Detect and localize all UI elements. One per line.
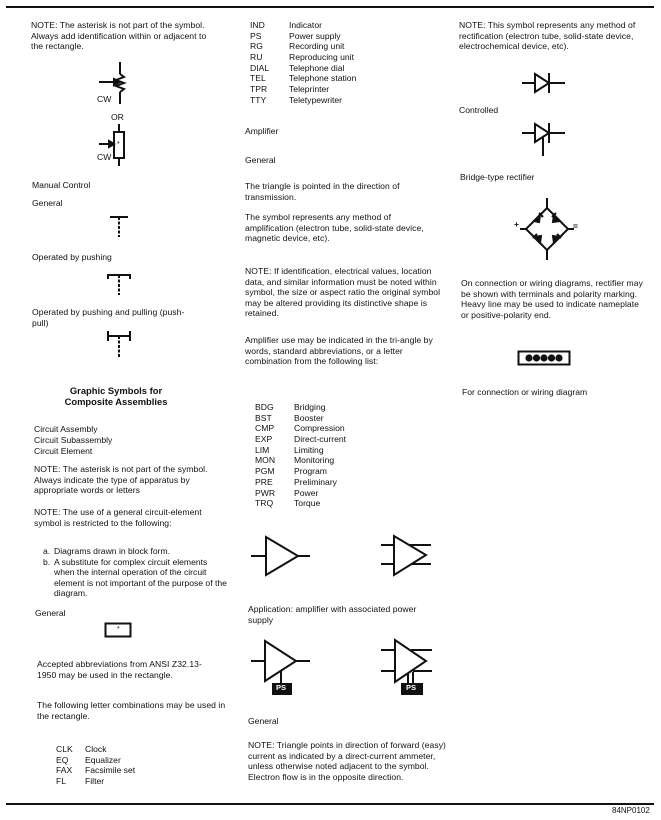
abbr-meaning: Power supply [289, 30, 341, 41]
general-label-amp-2: General [248, 716, 279, 726]
abbr-code: TEL [250, 73, 266, 84]
abbr-code: FL [56, 776, 67, 787]
note-general-use: NOTE: The use of a general circuit-element symbol is restricted to the following: [34, 507, 202, 528]
abbr-code: CLK [56, 744, 73, 754]
abbreviation-row [255, 498, 346, 509]
abbr-meaning: Power [294, 487, 319, 498]
note-triangle-points: NOTE: Triangle points in direction of forward (easy) current as indicated by a direct-current ammeter, unless otherwise noted adjacent to the symbol. Electron flow is in the opposite direction. [248, 740, 446, 782]
abbr-code: DIAL [250, 62, 270, 73]
general-control-symbol-icon [109, 215, 129, 239]
bottom-rule [6, 803, 654, 805]
abbr-code: TPR [250, 84, 268, 95]
abbreviation-row [56, 755, 135, 766]
ansi-text: Accepted abbreviations from ANSI Z32.13-1950 may be used in the rectangle. [37, 659, 202, 680]
push-control-symbol-icon [106, 273, 132, 297]
abbreviation-row [250, 95, 356, 106]
col1-abbreviation-list [56, 744, 135, 787]
note-rectification: NOTE: This symbol represents any method of rectification (electron tube, solid-state device, electrochemical device, etc). [459, 20, 636, 52]
abbr-code: IND [250, 20, 265, 30]
pushing-label: Operated by pushing [32, 252, 112, 262]
restriction-text: Diagrams drawn in block form. [54, 546, 171, 556]
abbr-meaning: Indicator [289, 20, 322, 30]
abbreviation-row [255, 423, 346, 434]
abbreviation-row [250, 73, 356, 84]
abbreviation-row [255, 402, 346, 413]
amplifier-general-label: General [245, 155, 276, 165]
bridge-rectifier-icon [512, 198, 582, 260]
controlled-label: Controlled [459, 105, 499, 115]
restriction-item [43, 557, 227, 599]
abbr-code: LIM [255, 444, 270, 455]
controlled-rectifier-icon [521, 121, 567, 159]
abbr-meaning: Telephone station [289, 73, 357, 84]
restriction-list [43, 546, 227, 599]
minus-terminal: = [573, 221, 579, 231]
abbr-code: BDG [255, 402, 274, 412]
section-title-line2: Composite Assemblies [64, 396, 168, 407]
restriction-marker: a. [43, 546, 51, 556]
abbr-meaning: Booster [294, 412, 324, 423]
abbr-meaning: Facsimile set [85, 765, 136, 776]
note-identification: NOTE: If identification, electrical values, location data, and similar information must be noted within symbol, the size or aspect ratio the original symbol may be altered providing its distinctive shape is retained. [245, 266, 441, 319]
abbr-meaning: Direct-current [294, 434, 347, 445]
abbreviation-row [56, 765, 135, 776]
abbreviation-row [255, 413, 346, 424]
abbreviation-row [250, 52, 356, 63]
abbreviation-row [250, 41, 356, 52]
abbr-code: PWR [255, 487, 276, 498]
restriction-text: A substitute for complex circuit elements when the internal operation of the circuit element is not important of the purpose of the diagram. [54, 556, 227, 599]
abbreviation-row [56, 744, 135, 755]
cw-label-2: CW [97, 152, 112, 162]
abbr-code: RG [250, 41, 263, 52]
abbreviation-row [250, 20, 356, 31]
abbreviation-row [250, 84, 356, 95]
letters-intro: The following letter combinations may be used in the rectangle. [37, 700, 226, 721]
push-pull-control-symbol-icon [106, 331, 132, 357]
circuit-item: Circuit Assembly [34, 424, 98, 434]
connection-wiring-label: For connection or wiring diagram [462, 387, 588, 397]
abbr-meaning: Telephone dial [289, 62, 345, 73]
abbr-meaning: Clock [85, 744, 107, 754]
abbr-meaning: Reproducing unit [289, 52, 354, 63]
abbr-meaning: Filter [85, 776, 105, 787]
abbreviation-row [250, 31, 356, 42]
amplifier-abbreviation-list [255, 402, 346, 509]
abbr-code: MON [255, 455, 276, 466]
note-asterisk-apparatus: NOTE: The asterisk is not part of the symbol. Always indicate the type of apparatus by appropriate words or letters [34, 464, 208, 496]
abbreviation-row [250, 63, 356, 74]
abbr-code: BST [255, 412, 272, 423]
manual-control-heading: Manual Control [32, 180, 91, 190]
amplifier-two-port-icon [380, 535, 442, 579]
section-title-line1: Graphic Symbols for [69, 385, 163, 396]
abbr-meaning: Preliminary [294, 476, 337, 487]
triangle-direction-text: The triangle is pointed in the direction of transmission. [245, 181, 400, 202]
col2-abbreviation-list [250, 20, 356, 106]
abbr-meaning: Compression [294, 423, 345, 434]
abbr-code: EQ [56, 754, 69, 765]
push-pull-label: Operated by pushing and pulling (push-pull) [32, 307, 185, 328]
note-asterisk-rectangle: NOTE: The asterisk is not part of the symbol. Always add identification within or adjacent to the rectangle. [31, 20, 207, 52]
restriction-marker: b. [43, 556, 51, 567]
terminal-block-icon [517, 350, 573, 368]
abbr-meaning: Torque [294, 498, 321, 509]
abbr-code: PS [250, 30, 262, 41]
amplifier-use-text: Amplifier use may be indicated in the tri-angle by words, standard abbreviations, or a letter combination from the following list: [245, 335, 433, 367]
abbreviation-row [255, 455, 346, 466]
ps-label-2: PS [406, 683, 417, 692]
connection-wiring-text: On connection or wiring diagrams, rectifier may be shown with terminals and polarity marking. Heavy line may be used to indicate nameplate or positive-polarity end. [461, 278, 643, 320]
abbr-code: EXP [255, 434, 273, 445]
circuit-item: Circuit Subassembly [34, 435, 113, 445]
general-label-2: General [35, 608, 66, 618]
bridge-rectifier-label: Bridge-type rectifier [460, 172, 535, 182]
abbr-meaning: Monitoring [294, 455, 335, 466]
abbr-meaning: Recording unit [289, 41, 345, 52]
plus-terminal: + [514, 219, 520, 229]
abbr-meaning: Bridging [294, 402, 326, 412]
abbr-meaning: Equalizer [85, 754, 121, 765]
top-rule [6, 6, 654, 8]
abbr-meaning: Teleprinter [289, 84, 330, 95]
circuit-item: Circuit Element [34, 446, 93, 456]
or-label: OR [111, 112, 124, 122]
abbr-code: PGM [255, 466, 275, 477]
application-text: Application: amplifier with associated power supply [248, 604, 417, 625]
abbr-meaning: Teletypewriter [289, 94, 343, 105]
amplifier-triangle-icon [250, 535, 312, 579]
abbreviation-row [255, 477, 346, 488]
abbr-meaning: Limiting [294, 444, 324, 455]
amplifier-heading: Amplifier [245, 126, 279, 136]
symbol-represents-text: The symbol represents any method of amplification (electron tube, solid-state device, magnetic device, etc). [245, 212, 424, 244]
abbreviation-row [255, 434, 346, 445]
abbreviation-row [255, 445, 346, 456]
abbreviation-row [255, 466, 346, 477]
ps-label-1: PS [276, 683, 287, 692]
abbr-code: FAX [56, 765, 73, 776]
box-asterisk: * [117, 626, 120, 633]
abbreviation-row [255, 488, 346, 499]
rectifier-diode-icon [521, 71, 567, 95]
restriction-item [43, 546, 227, 557]
general-label: General [32, 198, 63, 208]
abbreviation-row [56, 776, 135, 787]
cw-label-1: CW [97, 94, 112, 104]
figure-id: 84NP0102 [612, 806, 650, 815]
abbr-code: RU [250, 52, 263, 63]
abbr-code: PRE [255, 476, 273, 487]
abbr-code: CMP [255, 423, 275, 434]
abbr-code: TRQ [255, 498, 274, 509]
rect-asterisk: * [117, 141, 120, 148]
abbr-meaning: Program [294, 466, 327, 477]
abbr-code: TTY [250, 94, 267, 105]
